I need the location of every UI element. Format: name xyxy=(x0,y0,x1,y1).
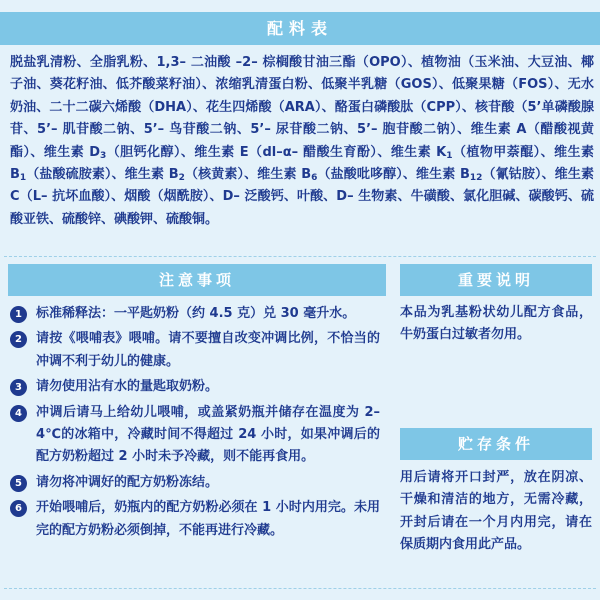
number-badge: 2 xyxy=(10,331,27,348)
note-text: 请勿使用沾有水的量匙取奶粉。 xyxy=(36,379,219,395)
note-text: 冲调后请马上给幼儿喂哺，或盖紧奶瓶并储存在温度为 2–4℃的冰箱中，冷藏时间不得超过 24 小时，如果冲调后的配方奶粉超过 2 小时未予冷藏，则不能再食用。 xyxy=(36,404,380,465)
divider-top xyxy=(4,256,596,257)
number-badge: 1 xyxy=(10,306,27,323)
list-item xyxy=(10,328,380,373)
number-badge: 5 xyxy=(10,475,27,492)
storage-header xyxy=(400,428,592,460)
list-item xyxy=(10,472,380,494)
list-item xyxy=(10,497,380,542)
note-text: 标准稀释法：一平匙奶粉（约 4.5 克）兑 30 毫升水。 xyxy=(36,306,356,321)
notes-list xyxy=(10,303,380,542)
important-text: 本品为乳基粉状幼儿配方食品，牛奶蛋白过敏者勿用。 xyxy=(400,305,592,343)
list-item xyxy=(10,303,380,325)
storage-title: 贮存条件 xyxy=(457,435,534,453)
note-text: 开始喂哺后，奶瓶内的配方奶粉必须在 1 小时内用完。未用完的配方奶粉必须倒掉，不能再进行冷藏。 xyxy=(36,500,380,538)
ingredients-title: 配料表 xyxy=(266,19,333,38)
number-badge: 6 xyxy=(10,500,27,517)
important-title: 重要说明 xyxy=(457,271,534,289)
number-badge: 3 xyxy=(10,379,27,396)
note-text: 请按《喂哺表》喂哺。请不要擅自改变冲调比例，不恰当的冲调不利于幼儿的健康。 xyxy=(36,331,380,369)
ingredients-list: 脱盐乳清粉、全脂乳粉、1,3– 二油酸 –2– 棕榈酸甘油三酯（OPO）、植物油（玉米油、大豆油、椰子油、葵花籽油、低芥酸菜籽油）、浓缩乳清蛋白粉、低聚半乳糖（GOS）、低聚果糖（FOS）、无水奶油、二十二碳六烯酸（DHA）、花生四烯酸（ARA）、酪蛋白磷酸肽（CPP）、核苷酸（5’单磷酸腺苷、5’– 肌苷酸二钠、5’– 鸟苷酸二钠、5’– 尿苷酸二钠、5’– 胞苷酸二钠）、维生素 A（醋酸视黄酯）、维生素 $D_3$（胆钙化醇）、维生素 E（dl–α– 醋酸生育酚）、维生素 $K_1$（植物甲萘醌）、维生素 $B_1$（盐酸硫胺素）、维生素 $B_2$（核黄素）、维生素 $B_6$（盐酸吡哆醇）、维生素 $B_{12}$（氰钴胺）、维生素 C（L– 抗坏血酸）、烟酸（烟酰胺）、D– 泛酸钙、叶酸、D– 生物素、牛磺酸、氯化胆碱、碳酸钙、硫酸亚铁、硫酸锌、碘酸钾、硫酸铜。 xyxy=(10,55,594,227)
ingredients-header xyxy=(0,12,600,45)
list-item xyxy=(10,402,380,469)
important-header xyxy=(400,264,592,296)
number-badge: 4 xyxy=(10,405,27,422)
notes-header xyxy=(8,264,386,296)
storage-text: 用后请将开口封严，放在阴凉、干燥和清洁的地方，无需冷藏，开封后请在一个月内用完，请在保质期内食用此产品。 xyxy=(400,470,592,553)
list-item xyxy=(10,376,380,398)
divider-bottom xyxy=(4,588,596,589)
notes-title: 注意事项 xyxy=(158,271,235,289)
note-text: 请勿将冲调好的配方奶粉冻结。 xyxy=(36,474,219,490)
